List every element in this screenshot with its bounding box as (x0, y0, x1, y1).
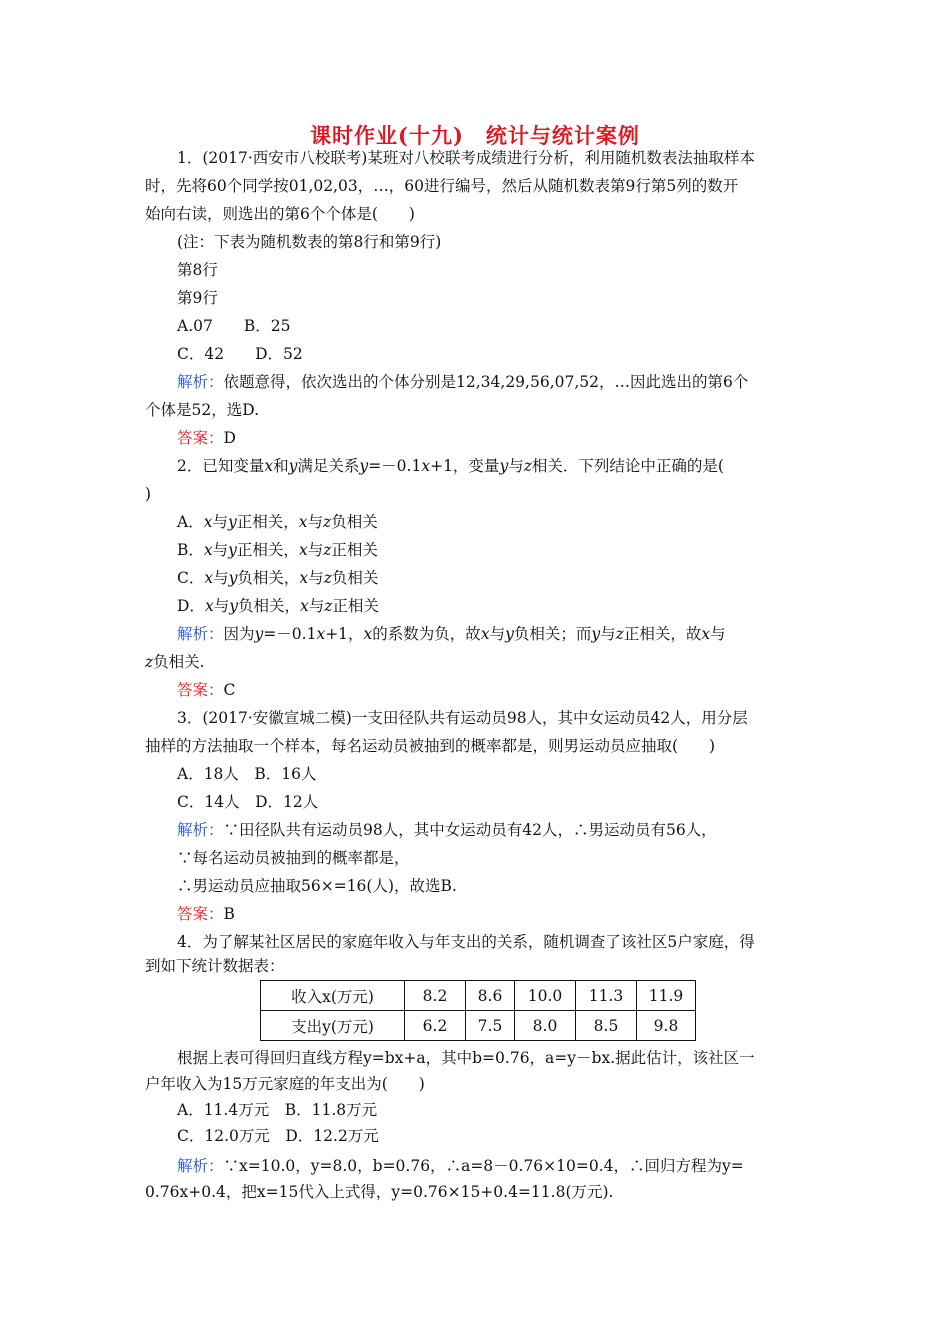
var-x: x (421, 457, 431, 475)
analysis-text: 因为 (223, 625, 255, 643)
var-y: y (228, 569, 238, 587)
var-y: y (227, 513, 237, 531)
analysis-text: 与 (600, 625, 616, 643)
option-text: 与 (212, 513, 228, 531)
var-x: x (363, 625, 373, 643)
q4-options-ab: A．11.4万元 B．11.8万元 (177, 1101, 378, 1119)
table-cell: 7.5 (466, 1011, 515, 1041)
table-cell: 8.0 (515, 1011, 576, 1041)
analysis-text: 负相关. (153, 653, 205, 671)
option-text: 与 (307, 513, 324, 531)
option-text: 与 (307, 541, 324, 559)
var-z: z (523, 457, 532, 475)
var-y: y (505, 625, 514, 643)
var-z: z (323, 569, 332, 587)
option-text: 负相关， (237, 569, 300, 587)
q4-analysis-line-1 (177, 1155, 744, 1177)
q1-analysis-line-1 (177, 371, 748, 393)
answer-label: 答案： (177, 429, 224, 447)
option-text: 负相关 (331, 513, 378, 531)
table-cell: 8.6 (466, 981, 515, 1011)
q3-analysis-line-3: ∴男运动员应抽取56×=16(人)，故选B. (177, 877, 457, 895)
q2-text: 相关．下列结论中正确的是( (531, 457, 724, 475)
q2-line-1 (177, 455, 724, 477)
var-z: z (145, 653, 154, 671)
answer-value: B (223, 905, 235, 923)
option-prefix: A． (177, 513, 204, 531)
table-row-label: 支出y(万元) (261, 1011, 405, 1041)
q1-line-2: 时，先将60个同学按01,02,03，…，60进行编号，然后从随机数表第9行第5列的数开 (145, 177, 739, 195)
var-y: y (359, 457, 369, 475)
q2-analysis-line-2 (145, 651, 205, 673)
analysis-text: 负相关；而 (513, 625, 592, 643)
q4-line-1: 4．为了解某社区居民的家庭年收入与年支出的关系，随机调查了该社区5户家庭，得 (177, 933, 755, 951)
answer-value: D (223, 429, 236, 447)
var-x: x (299, 597, 309, 615)
option-text: 正相关， (236, 541, 299, 559)
option-text: 正相关 (331, 541, 378, 559)
var-x: x (203, 513, 213, 531)
table-cell: 8.5 (576, 1011, 637, 1041)
var-z: z (323, 513, 332, 531)
q2-text: 满足关系 (297, 457, 360, 475)
table-cell: 11.3 (576, 981, 637, 1011)
analysis-text: 与 (489, 625, 506, 643)
q3-answer (177, 903, 235, 925)
option-prefix: C． (177, 569, 205, 587)
analysis-label: 解析： (177, 1157, 224, 1175)
analysis-text: 正相关，故 (623, 625, 702, 643)
var-x: x (298, 541, 308, 559)
q1-row8-label: 第8行 (177, 261, 218, 279)
var-y: y (254, 625, 264, 643)
option-text: 正相关， (236, 513, 299, 531)
table-cell: 11.9 (637, 981, 696, 1011)
option-text: 负相关， (237, 597, 300, 615)
option-text: 负相关 (331, 569, 379, 587)
var-z: z (323, 541, 332, 559)
q4-line-2: 到如下统计数据表： (145, 957, 285, 975)
var-x: x (264, 457, 274, 475)
table-row-label: 收入x(万元) (261, 981, 405, 1011)
q2-text: 和 (273, 457, 289, 475)
q2-option-d (177, 595, 379, 617)
q1-answer (177, 427, 236, 449)
analysis-text: ∵x=10.0，y=8.0，b=0.76，∴a=8－0.76×10=0.4，∴回归方程为y= (223, 1157, 744, 1175)
var-x: x (298, 513, 308, 531)
analysis-text: ∵田径队共有运动员98人，其中女运动员有42人，∴男运动员有56人， (223, 821, 717, 839)
page-title: 课时作业(十九) 统计与统计案例 (310, 123, 640, 148)
analysis-text: 与 (710, 625, 726, 643)
q2-answer (177, 679, 235, 701)
var-z: z (324, 597, 333, 615)
var-y: y (499, 457, 509, 475)
q3-options-ab: A．18人 B．16人 (177, 765, 317, 783)
var-x: x (480, 625, 490, 643)
var-x: x (204, 569, 214, 587)
var-x: x (299, 569, 309, 587)
var-x: x (204, 597, 214, 615)
analysis-label: 解析： (177, 821, 224, 839)
var-y: y (288, 457, 298, 475)
q4-after-line-1: 根据上表可得回归直线方程y=bx+a，其中b=0.76，a=y－bx.据此估计，该社区一 (177, 1049, 755, 1067)
var-y: y (229, 597, 238, 615)
q3-line-2: 抽样的方法抽取一个样本，每名运动员被抽到的概率都是，则男运动员应抽取( ) (145, 737, 716, 755)
analysis-label: 解析： (177, 625, 224, 643)
option-prefix: B． (177, 541, 204, 559)
q1-line-1: 1．(2017·西安市八校联考)某班对八校联考成绩进行分析，利用随机数表法抽取样本 (177, 149, 755, 167)
analysis-text: 依题意得，依次选出的个体分别是12,34,29,56,07,52，…因此选出的第6个 (223, 373, 749, 391)
answer-label: 答案： (177, 681, 224, 699)
q1-analysis-line-2: 个体是52，选D. (145, 401, 260, 419)
statistics-table (260, 980, 696, 1041)
var-z: z (615, 625, 624, 643)
analysis-text: +1， (325, 625, 364, 643)
q2-analysis-line-1 (177, 623, 726, 645)
option-text: 与 (213, 597, 230, 615)
option-text: 与 (212, 541, 229, 559)
q4-analysis-line-2: 0.76x+0.4，把x=15代入上式得，y=0.76×15+0.4=11.8(万元). (145, 1183, 614, 1201)
q2-text: +1，变量 (430, 457, 500, 475)
q3-options-cd: C．14人 D．12人 (177, 793, 319, 811)
q1-note: (注：下表为随机数表的第8行和第9行) (177, 233, 442, 251)
q2-text: 2．已知变量 (177, 457, 265, 475)
q2-option-c (177, 567, 378, 589)
table-cell: 10.0 (515, 981, 576, 1011)
q3-line-1: 3．(2017·安徽宣城二模)一支田径队共有运动员98人，其中女运动员42人，用分层 (177, 709, 748, 727)
option-prefix: D． (177, 597, 205, 615)
var-y: y (228, 541, 237, 559)
option-text: 正相关 (332, 597, 379, 615)
q2-text: 与 (508, 457, 524, 475)
table-cell: 9.8 (637, 1011, 696, 1041)
option-text: 与 (213, 569, 229, 587)
q1-line-3: 始向右读，则选出的第6个个体是( ) (145, 205, 415, 223)
analysis-label: 解析： (177, 373, 224, 391)
analysis-text: 的系数为负，故 (372, 625, 481, 643)
option-text: 与 (308, 569, 324, 587)
table-row (261, 981, 696, 1011)
q2-option-b (177, 539, 378, 561)
table-cell: 8.2 (405, 981, 466, 1011)
q2-line-2: ) (145, 485, 152, 503)
var-y: y (591, 625, 601, 643)
option-text: 与 (308, 597, 325, 615)
answer-value: C (223, 681, 236, 699)
var-x: x (316, 625, 326, 643)
q3-analysis-line-2: ∵每名运动员被抽到的概率都是， (177, 849, 410, 867)
var-x: x (701, 625, 711, 643)
table-cell: 6.2 (405, 1011, 466, 1041)
q4-after-line-2: 户年收入为15万元家庭的年支出为( ) (145, 1075, 425, 1093)
q3-analysis-line-1 (177, 819, 717, 841)
q1-row9-label: 第9行 (177, 289, 218, 307)
q1-options-ab: A.07 B．25 (177, 317, 291, 335)
q2-option-a (177, 511, 378, 533)
q2-text: =－0.1 (368, 457, 422, 475)
q1-options-cd: C．42 D．52 (177, 345, 303, 363)
table-row (261, 1011, 696, 1041)
answer-label: 答案： (177, 905, 224, 923)
var-x: x (203, 541, 213, 559)
analysis-text: =－0.1 (263, 625, 317, 643)
q4-options-cd: C．12.0万元 D．12.2万元 (177, 1127, 379, 1145)
